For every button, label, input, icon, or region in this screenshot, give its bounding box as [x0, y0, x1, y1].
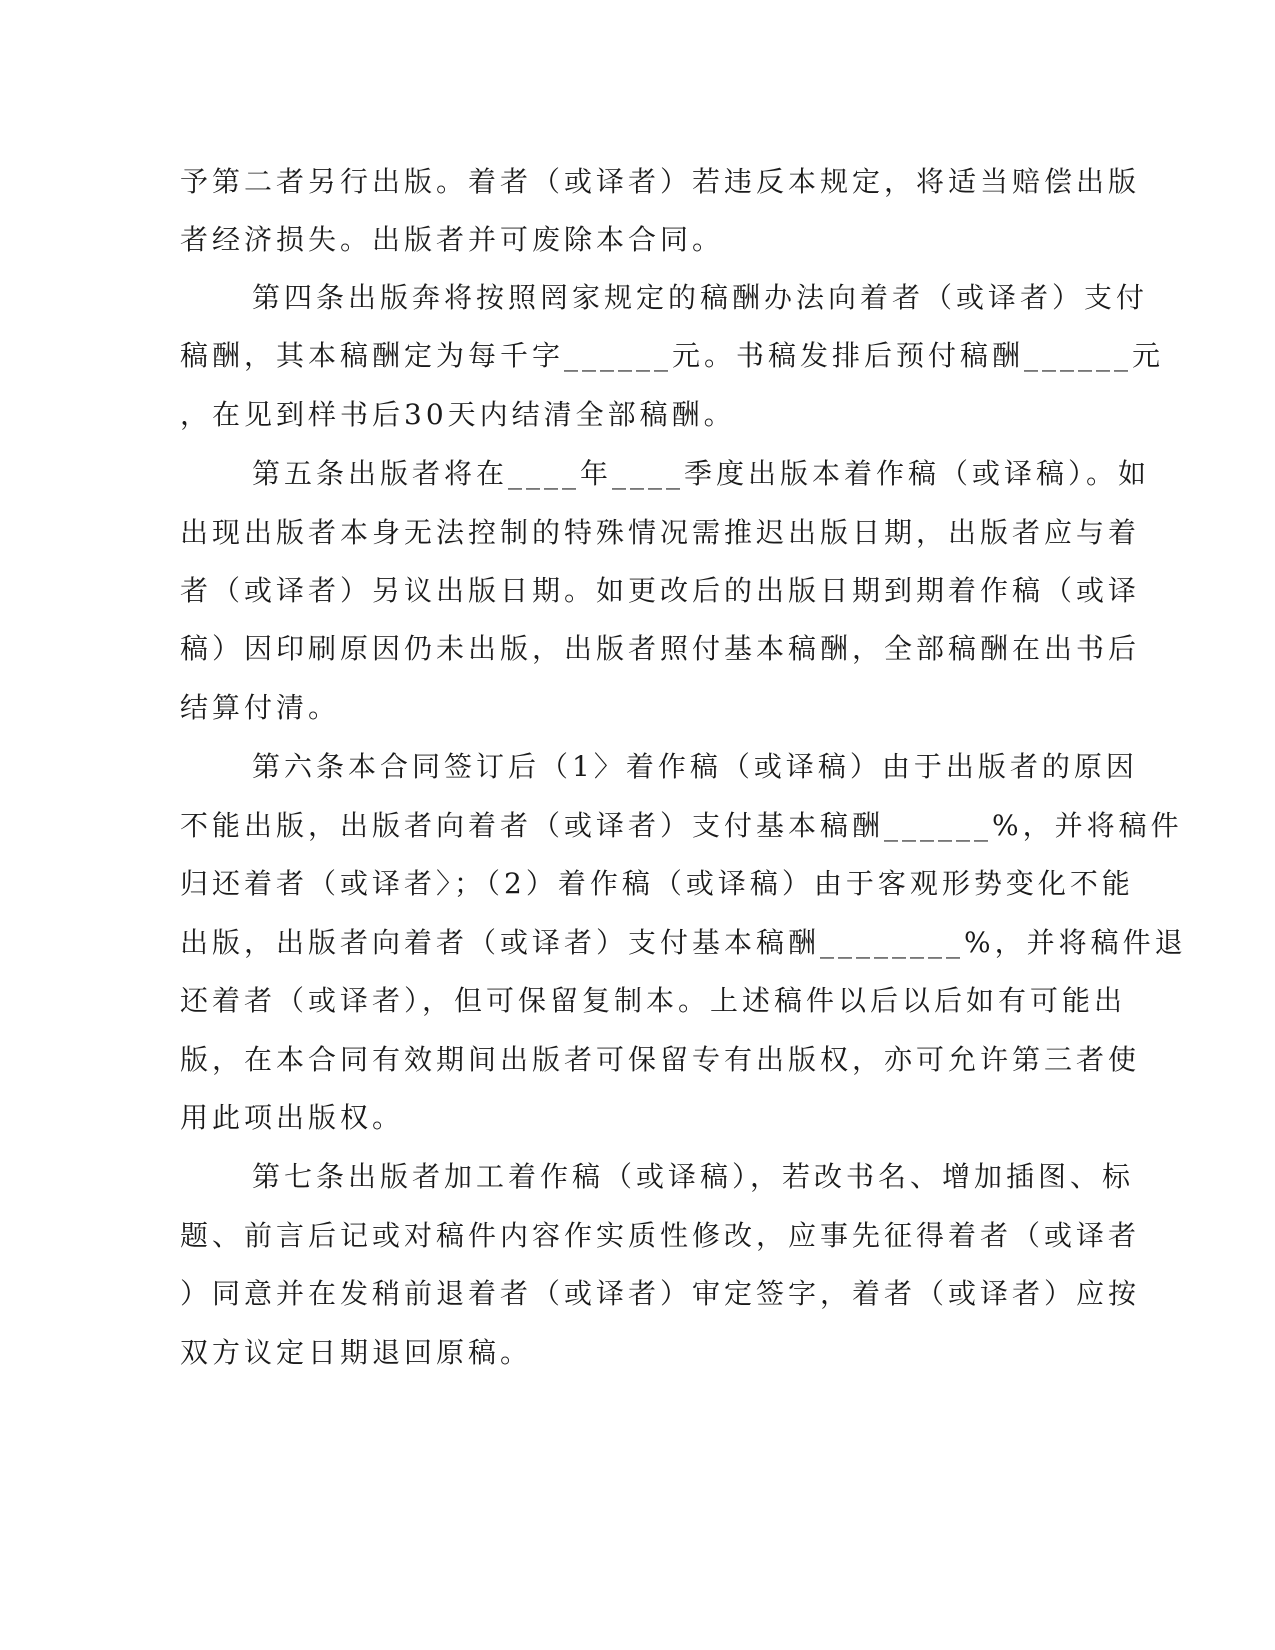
text-line: 不能出版，出版者向着者（或译者）支付基本稿酬______%，并将稿件: [180, 809, 1183, 842]
text-line: 出版，出版者向着者（或译者）支付基本稿酬________%，并将稿件退: [180, 926, 1187, 959]
text-line: 者经济损失。出版者并可废除本合同。: [180, 223, 725, 256]
text-line: 双方议定日期退回原稿。: [180, 1336, 533, 1369]
text-line: 予第二者另行出版。着者（或译者）若违反本规定，将适当赔偿出版: [180, 165, 1141, 198]
text-line: 出现出版者本身无法控制的特殊情况需推迟出版日期，出版者应与着: [180, 516, 1141, 549]
text-line: 归还着者（或译者〉；（2）着作稿（或译稿）由于客观形势变化不能: [180, 867, 1134, 900]
text-line: 第六条本合同签订后（1〉着作稿（或译稿）由于出版者的原因: [252, 750, 1138, 783]
text-line: 题、前言后记或对稿件内容作实质性修改，应事先征得着者（或译者: [180, 1219, 1141, 1252]
text-line: 第四条出版奔将按照罔家规定的稿酬办法向着者（或译者）支付: [252, 281, 1149, 314]
text-line: 用此项出版权。: [180, 1101, 405, 1134]
text-line: 第五条出版者将在____年____季度出版本着作稿（或译稿）。如: [252, 457, 1151, 490]
text-line: 结算付清。: [180, 691, 341, 724]
text-line: ，在见到样书后30天内结清全部稿酬。: [180, 398, 736, 431]
text-line: 还着者（或译者），但可保留复制本。上述稿件以后以后如有可能出: [180, 984, 1127, 1017]
text-line: 稿酬，其本稿酬定为每千字______元。书稿发排后预付稿酬______元: [180, 339, 1165, 372]
text-line: 者（或译者）另议出版日期。如更改后的出版日期到期着作稿（或译: [180, 574, 1141, 607]
text-line: 稿）因印刷原因仍未出版，出版者照付基本稿酬，全部稿酬在出书后: [180, 632, 1141, 665]
text-line: 第七条出版者加工着作稿（或译稿），若改书名、增加插图、标: [252, 1160, 1135, 1193]
text-line: ）同意并在发稍前退着者（或译者）审定签字，着者（或译者）应按: [180, 1277, 1141, 1310]
text-line: 版，在本合同有效期间出版者可保留专有出版权，亦可允许第三者使: [180, 1043, 1141, 1076]
